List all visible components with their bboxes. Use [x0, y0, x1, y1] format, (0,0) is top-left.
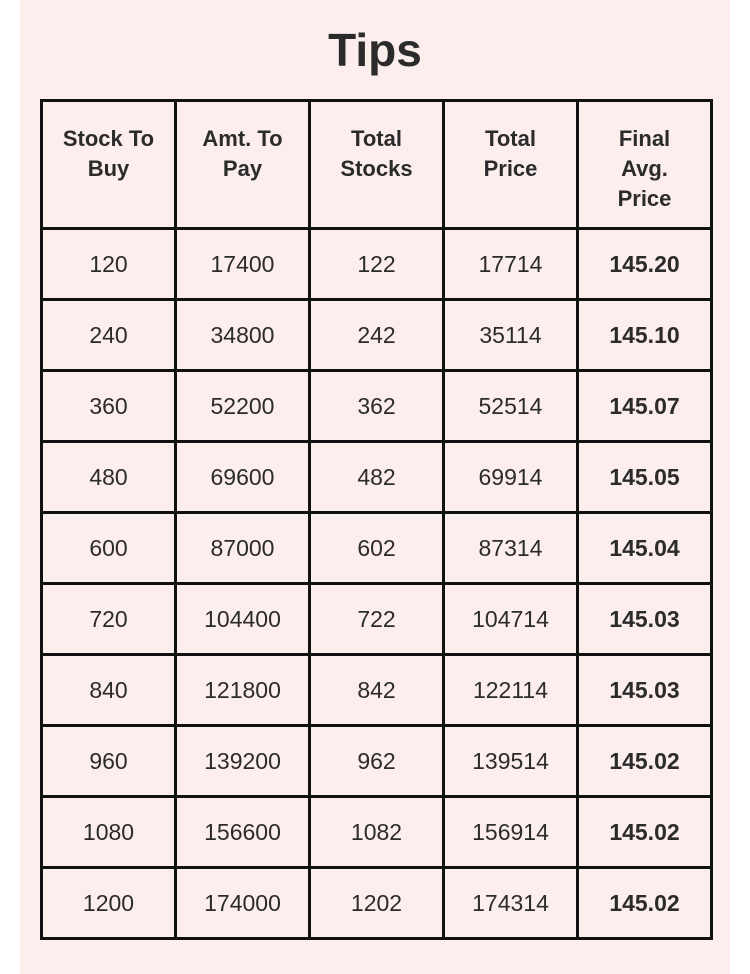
tips-table [40, 99, 713, 940]
column-header-total-price [444, 101, 578, 229]
cell-total-stocks: 722 [310, 584, 444, 655]
table-header-row [42, 101, 712, 229]
cell-amt-to-pay: 87000 [176, 513, 310, 584]
column-header-label: Stock To Buy [62, 126, 155, 181]
cell-amt-to-pay: 121800 [176, 655, 310, 726]
cell-amt-to-pay: 17400 [176, 229, 310, 300]
cell-amt-to-pay: 69600 [176, 442, 310, 513]
cell-total-stocks: 1082 [310, 797, 444, 868]
cell-total-price: 17714 [444, 229, 578, 300]
cell-final-avg-price: 145.02 [578, 797, 712, 868]
table-row [42, 726, 712, 797]
cell-final-avg-price: 145.20 [578, 229, 712, 300]
cell-final-avg-price: 145.07 [578, 371, 712, 442]
cell-stock-to-buy: 840 [42, 655, 176, 726]
table-row [42, 371, 712, 442]
table-row [42, 300, 712, 371]
column-header-label: Amt. To Pay [202, 126, 283, 181]
table-row [42, 797, 712, 868]
cell-amt-to-pay: 34800 [176, 300, 310, 371]
cell-stock-to-buy: 600 [42, 513, 176, 584]
cell-stock-to-buy: 360 [42, 371, 176, 442]
cell-final-avg-price: 145.02 [578, 726, 712, 797]
cell-stock-to-buy: 1200 [42, 868, 176, 939]
cell-total-price: 87314 [444, 513, 578, 584]
column-header-label: Total Stocks [340, 126, 413, 181]
cell-total-stocks: 362 [310, 371, 444, 442]
cell-final-avg-price: 145.02 [578, 868, 712, 939]
cell-stock-to-buy: 720 [42, 584, 176, 655]
cell-stock-to-buy: 960 [42, 726, 176, 797]
cell-total-stocks: 1202 [310, 868, 444, 939]
table-row [42, 442, 712, 513]
cell-stock-to-buy: 240 [42, 300, 176, 371]
column-header-final-avg-price [578, 101, 712, 229]
table-row [42, 655, 712, 726]
cell-total-price: 156914 [444, 797, 578, 868]
cell-total-price: 35114 [444, 300, 578, 371]
page-title: Tips [328, 24, 422, 76]
cell-stock-to-buy: 120 [42, 229, 176, 300]
column-header-stock-to-buy [42, 101, 176, 229]
cell-stock-to-buy: 1080 [42, 797, 176, 868]
cell-amt-to-pay: 52200 [176, 371, 310, 442]
cell-total-price: 52514 [444, 371, 578, 442]
column-header-label: Total Price [483, 126, 538, 181]
cell-total-stocks: 482 [310, 442, 444, 513]
cell-total-stocks: 242 [310, 300, 444, 371]
column-header-amt-to-pay [176, 101, 310, 229]
cell-total-price: 69914 [444, 442, 578, 513]
cell-final-avg-price: 145.10 [578, 300, 712, 371]
tips-panel [20, 0, 730, 974]
cell-final-avg-price: 145.04 [578, 513, 712, 584]
cell-total-price: 174314 [444, 868, 578, 939]
table-row [42, 513, 712, 584]
cell-amt-to-pay: 104400 [176, 584, 310, 655]
cell-amt-to-pay: 174000 [176, 868, 310, 939]
cell-stock-to-buy: 480 [42, 442, 176, 513]
cell-total-stocks: 962 [310, 726, 444, 797]
cell-total-price: 139514 [444, 726, 578, 797]
cell-final-avg-price: 145.03 [578, 655, 712, 726]
cell-final-avg-price: 145.05 [578, 442, 712, 513]
cell-total-price: 122114 [444, 655, 578, 726]
table-row [42, 584, 712, 655]
cell-total-stocks: 842 [310, 655, 444, 726]
column-header-total-stocks [310, 101, 444, 229]
table-row [42, 868, 712, 939]
cell-total-price: 104714 [444, 584, 578, 655]
cell-final-avg-price: 145.03 [578, 584, 712, 655]
cell-total-stocks: 122 [310, 229, 444, 300]
cell-total-stocks: 602 [310, 513, 444, 584]
column-header-label: Final Avg. Price [617, 126, 672, 211]
cell-amt-to-pay: 139200 [176, 726, 310, 797]
cell-amt-to-pay: 156600 [176, 797, 310, 868]
table-row [42, 229, 712, 300]
